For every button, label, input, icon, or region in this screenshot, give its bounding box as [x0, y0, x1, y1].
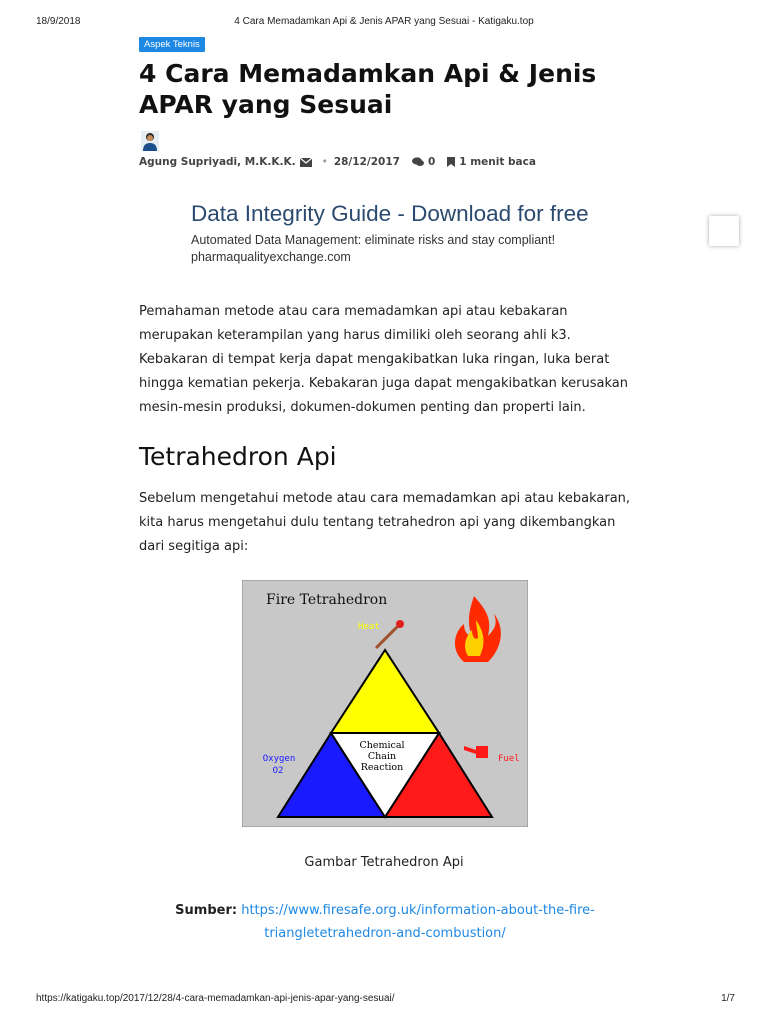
ad-title[interactable]: Data Integrity Guide - Download for free: [191, 201, 589, 226]
article-title: 4 Cara Memadamkan Api & Jenis APAR yang Sesuai: [139, 59, 597, 119]
print-url: https://katigaku.top/2017/12/28/4-cara-memadamkan-api-jenis-apar-yang-sesuai/: [36, 993, 395, 1004]
source-citation: [160, 899, 610, 945]
article-meta: [139, 156, 536, 168]
envelope-icon[interactable]: [300, 158, 312, 167]
meta-separator: •: [321, 156, 328, 168]
comment-icon[interactable]: [412, 157, 424, 167]
print-date: 18/9/2018: [36, 16, 81, 27]
section-heading: Tetrahedron Api: [139, 442, 337, 471]
oxygen-label-2: O2: [272, 766, 284, 776]
figure-caption: Gambar Tetrahedron Api: [304, 855, 464, 870]
figure-title: Fire Tetrahedron: [266, 592, 388, 608]
ad-description: Automated Data Management: eliminate risks and stay compliant!: [191, 233, 556, 247]
avatar[interactable]: [141, 131, 159, 151]
reaction-label-1: Chemical: [359, 740, 405, 751]
category-badge[interactable]: Aspek Teknis: [139, 37, 205, 52]
author-name[interactable]: Agung Supriyadi, M.K.K.K.: [139, 156, 296, 168]
oxygen-label-1: Oxygen: [262, 754, 296, 764]
heat-label: Heat: [358, 622, 380, 632]
intro-paragraph: Pemahaman metode atau cara memadamkan api atau kebakaran merupakan keterampilan yang harus dimiliki oleh seorang ahli k3. Kebakaran di tempat kerja dapat mengakibatkan luka ringan, luka berat hingga kematian pekerja. Kebakaran juga dapat mengakibatkan kerusakan mesin-mesin produksi, dokumen-dokumen penting dan properti lain.: [139, 304, 628, 415]
ad-block[interactable]: [191, 200, 671, 266]
bookmark-icon: [447, 157, 455, 167]
source-label: Sumber:: [175, 903, 238, 918]
publish-date: 28/12/2017: [333, 156, 400, 168]
source-link[interactable]: https://www.firesafe.org.uk/information-about-the-fire-triangletetrahedron-and-combustion/: [241, 903, 595, 941]
section-paragraph: Sebelum mengetahui metode atau cara memadamkan api atau kebakaran, kita harus mengetahui dulu tentang tetrahedron api yang dikembangkan dari segitiga api:: [139, 491, 631, 554]
fuel-label: Fuel: [498, 754, 520, 764]
comment-count[interactable]: 0: [427, 156, 436, 168]
side-widget-tab[interactable]: [709, 216, 739, 246]
reaction-label-2: Chain: [367, 751, 397, 762]
ad-url[interactable]: pharmaqualityexchange.com: [191, 250, 351, 264]
print-page-number: 1/7: [721, 993, 735, 1004]
print-page-title: 4 Cara Memadamkan Api & Jenis APAR yang Sesuai - Katigaku.top: [234, 16, 534, 27]
read-time: 1 menit baca: [459, 156, 536, 168]
reaction-label-3: Reaction: [360, 762, 404, 773]
fire-tetrahedron-figure: [242, 580, 528, 827]
